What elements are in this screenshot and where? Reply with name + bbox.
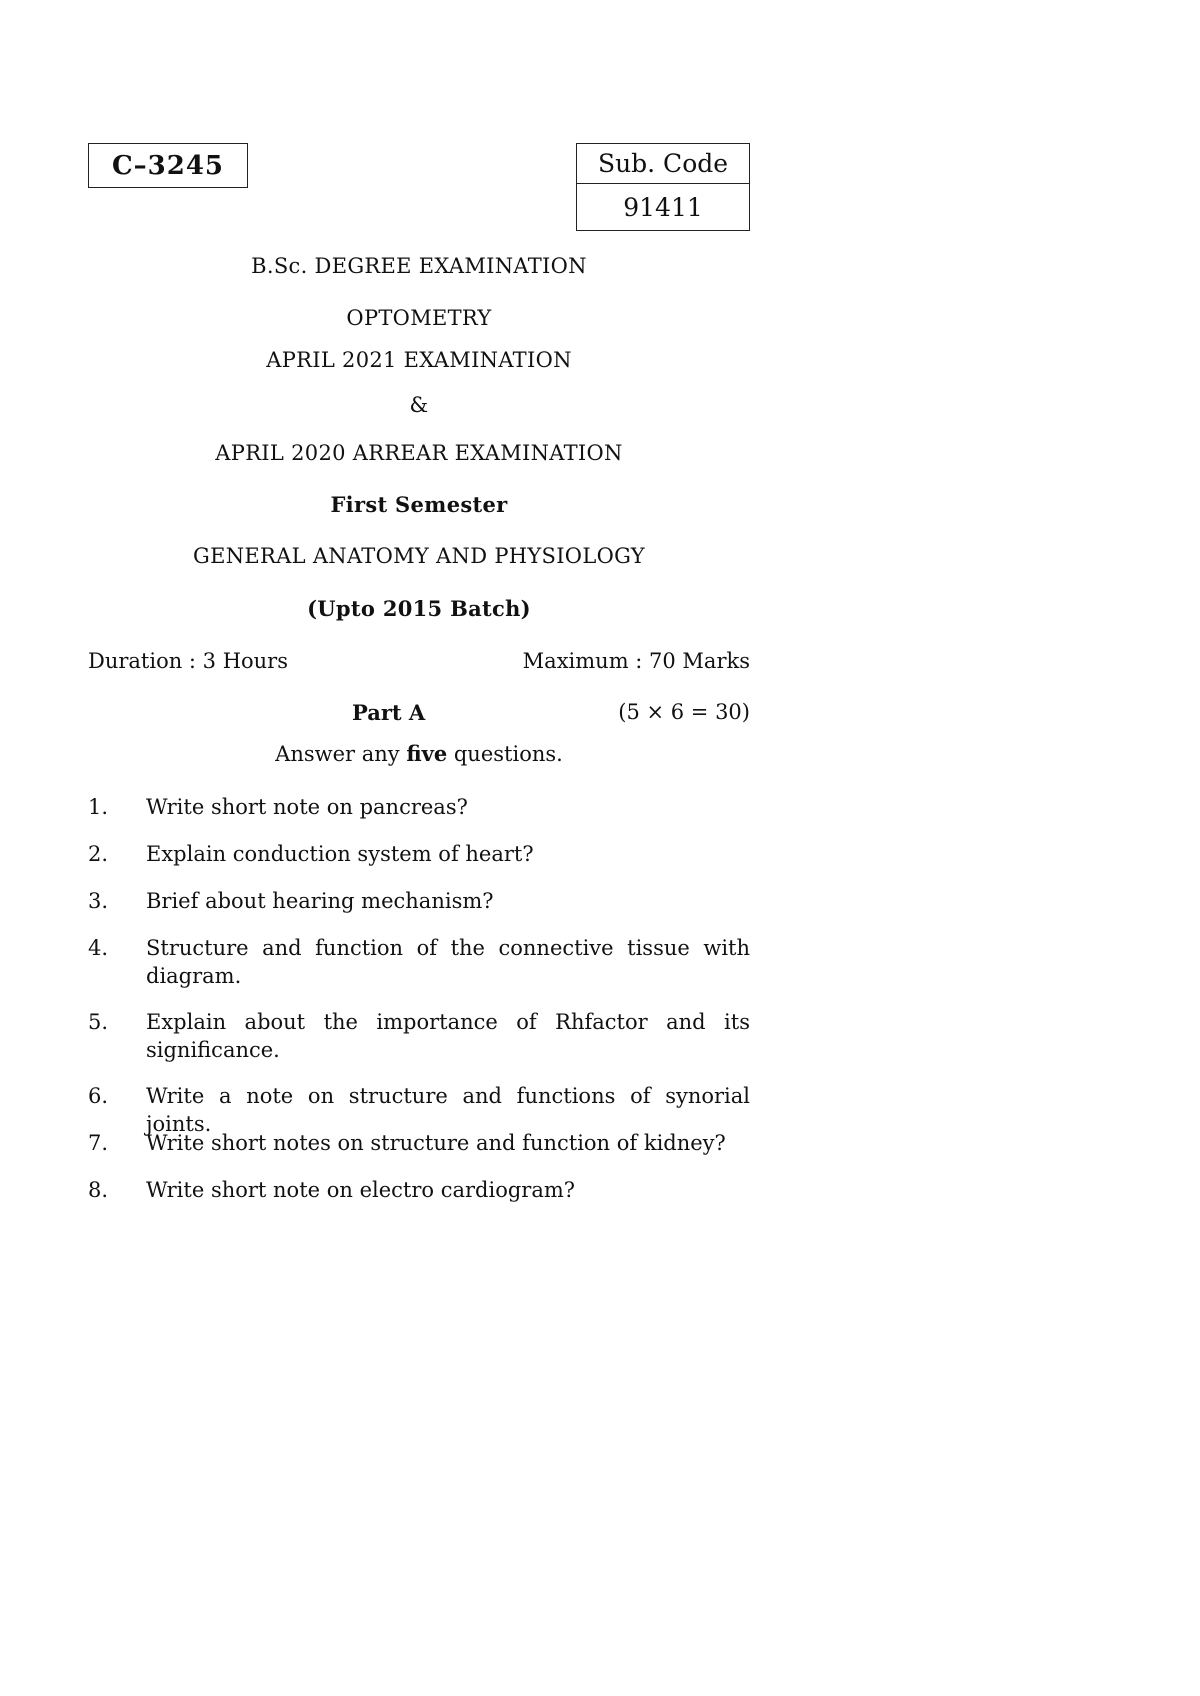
question-text: Write short note on pancreas? bbox=[146, 795, 468, 819]
question-number: 6. bbox=[88, 1084, 109, 1108]
question-item bbox=[88, 1129, 750, 1157]
question-text: Explain conduction system of heart? bbox=[146, 842, 534, 866]
exam-arrear: APRIL 2020 ARREAR EXAMINATION bbox=[215, 441, 623, 465]
duration: Duration : 3 Hours bbox=[88, 649, 289, 673]
question-item bbox=[88, 1176, 750, 1204]
question-item bbox=[88, 793, 750, 821]
question-number: 3. bbox=[88, 889, 109, 913]
question-item bbox=[88, 934, 750, 990]
question-number: 7. bbox=[88, 1131, 109, 1155]
question-text: Write short notes on structure and function of kidney? bbox=[146, 1131, 726, 1155]
sub-code-value: 91411 bbox=[623, 192, 703, 222]
batch: (Upto 2015 Batch) bbox=[307, 596, 531, 621]
degree-title: B.Sc. DEGREE EXAMINATION bbox=[251, 254, 587, 278]
instruction-bold: five bbox=[406, 741, 448, 766]
question-item bbox=[88, 840, 750, 868]
question-number: 2. bbox=[88, 842, 109, 866]
paper-code-box bbox=[88, 143, 248, 188]
paper-title: GENERAL ANATOMY AND PHYSIOLOGY bbox=[193, 544, 645, 568]
question-item bbox=[88, 887, 750, 915]
paper-code: C–3245 bbox=[111, 150, 225, 181]
semester: First Semester bbox=[330, 492, 508, 517]
question-text: Explain about the importance of Rhfactor and its significance. bbox=[146, 1010, 750, 1062]
question-text: Brief about hearing mechanism? bbox=[146, 889, 494, 913]
question-number: 4. bbox=[88, 936, 109, 960]
question-text: Write a note on structure and functions of synorial joints. bbox=[146, 1084, 750, 1136]
question-text: Write short note on electro cardiogram? bbox=[146, 1178, 576, 1202]
instruction-post: questions. bbox=[447, 742, 563, 766]
exam-main: APRIL 2021 EXAMINATION bbox=[266, 348, 572, 372]
question-number: 1. bbox=[88, 795, 109, 819]
question-number: 5. bbox=[88, 1010, 109, 1034]
max-marks: Maximum : 70 Marks bbox=[522, 649, 750, 673]
question-item bbox=[88, 1008, 750, 1064]
ampersand: & bbox=[409, 393, 429, 417]
part-a-marks: (5 × 6 = 30) bbox=[618, 700, 750, 724]
part-a-title: Part A bbox=[352, 700, 426, 725]
instruction-pre: Answer any bbox=[275, 742, 407, 766]
subject-area: OPTOMETRY bbox=[346, 306, 492, 330]
sub-code-box bbox=[576, 143, 750, 231]
sub-code-label: Sub. Code bbox=[577, 144, 749, 184]
question-text: Structure and function of the connective tissue with diagram. bbox=[146, 936, 750, 988]
part-a-instruction bbox=[88, 741, 750, 766]
question-number: 8. bbox=[88, 1178, 109, 1202]
